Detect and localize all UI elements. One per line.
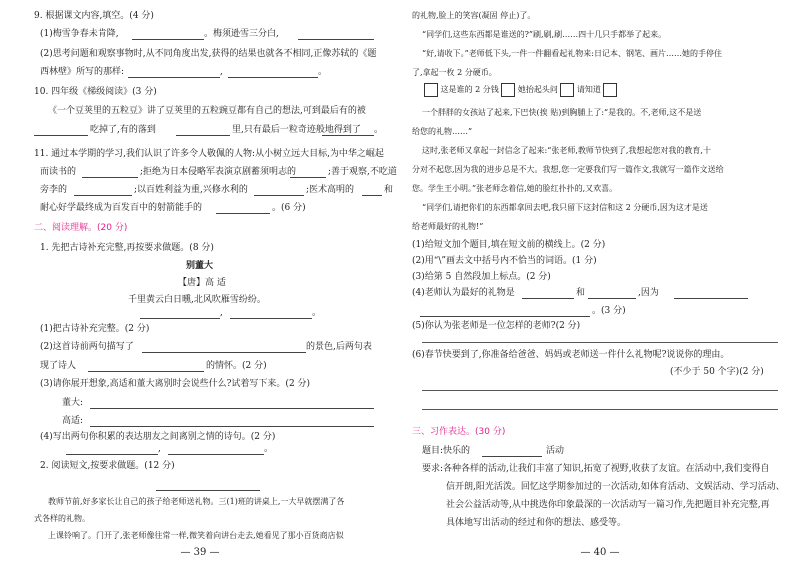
passage-s2: “同学们,这些东西都是谁送的?”刷,刷,刷……四十几只手都举了起来。 — [422, 30, 667, 39]
poem-line1: 千里黄云白日曛,北风吹雁雪纷纷。 — [128, 295, 266, 305]
writing-req3: 社会公益活动等,从中挑选你印象最深的一次活动写一篇习作,先把题目补充完整,再 — [446, 500, 770, 510]
passage-s10: 您。学生王小明。”张老师念着信,她的脸红扑扑的,又欢喜。 — [412, 184, 618, 193]
blank[interactable] — [140, 318, 220, 319]
q11-line3b: ;以百姓利益为重,兴修水利的 — [134, 185, 248, 195]
punct-box[interactable] — [501, 83, 515, 97]
q11-line2c: ;善于观察,不吃道 — [328, 167, 397, 177]
reading2-q4b: 和 — [576, 288, 586, 298]
writing-topic-a: 题目:快乐的 — [422, 446, 471, 456]
reading1-q1: (1)把古诗补充完整。(2 分) — [40, 324, 150, 334]
blank[interactable] — [66, 454, 158, 455]
q11-line4a: 耐心好学最终成为百发百中的射箭能手的 — [40, 203, 203, 213]
blank[interactable] — [230, 318, 312, 319]
blank[interactable] — [588, 298, 636, 299]
passage-s5c: 请知道 — [576, 85, 601, 94]
q11-line4b: 。(6 分) — [272, 203, 306, 213]
reading2-q6-note: (不少于 50 个字)(2 分) — [670, 367, 764, 377]
passage-s9: 分对不起您,因为我的进步总是不大。我想,您一定要我们写一篇作文,我就写一篇作文送给 — [412, 165, 724, 174]
q9-line1b: 。梅须逊雪三分白, — [204, 29, 279, 39]
passage-s11: “同学们,请把你们的东西都拿回去吧,我只留下这封信和这 2 分硬币,因为这才是送 — [422, 203, 708, 212]
q9-line2: (2)思考问题和观察事物时,从不同角度出发,获得的结果也就各不相同,正像苏轼的《题 — [40, 49, 377, 59]
comma: , — [158, 444, 161, 454]
blank[interactable] — [34, 135, 88, 136]
period: 。 — [264, 444, 274, 454]
q9-line1: (1)梅雪争春未肯降, — [40, 29, 119, 39]
answer-line[interactable] — [422, 342, 778, 343]
punct-box[interactable] — [560, 83, 574, 97]
passage-s8: 这时,张老师又拿起一封信念了起来:“张老师,教师节快到了,我想起您对我的教育,十 — [422, 146, 711, 155]
poem-title: 别董大 — [186, 261, 214, 271]
reading2-q3: (3)给第 5 自然段加上标点。(2 分) — [412, 272, 551, 282]
punct-box[interactable] — [603, 83, 617, 97]
q9-line3c: 。 — [318, 67, 328, 77]
blank[interactable] — [176, 135, 230, 136]
gaoshi-label: 高适: — [62, 416, 84, 426]
blank[interactable] — [88, 371, 204, 372]
writing-req1: 要求:各种各样的活动,让我们丰富了知识,拓宽了视野,收获了友谊。在活动中,我们变得自 — [422, 464, 770, 474]
reading1-q2c: 现了诗人 — [40, 361, 77, 371]
writing-req4: 具体地写出活动的经过和你的想法、感受等。 — [446, 518, 627, 528]
reading1-q2a: (2)这首诗前两句描写了 — [40, 342, 134, 352]
passage-p2: 式各样的礼物。 — [34, 514, 90, 523]
punctuation-line — [424, 83, 617, 97]
blank[interactable] — [132, 39, 204, 40]
q9-heading: 9. 根据课文内容,填空。(4 分) — [34, 11, 154, 21]
q11-line2a: 而读书的 — [40, 167, 77, 177]
reading2-q6: (6)春节快要到了,你准备给爸爸、妈妈或老师送一件什么礼物呢?说说你的理由。 — [412, 350, 730, 360]
q10-line2a: 吃掉了,有的落到 — [90, 125, 156, 135]
page-number-left: — 39 — — [180, 547, 220, 558]
punct-box[interactable] — [424, 83, 438, 97]
blank[interactable] — [420, 316, 590, 317]
blank[interactable] — [228, 77, 318, 78]
dongda-label: 董大: — [62, 398, 84, 408]
q11-line1: 11. 通过本学期的学习,我们认识了许多令人敬佩的人物:从小树立远大目标,为中华之崛起 — [34, 149, 384, 159]
q11-line2b: ;拒绝为日本侵略军表演京剧蓄须明志的 — [140, 167, 297, 177]
answer-line[interactable] — [90, 408, 374, 409]
reading2-q4c: ,因为 — [638, 288, 659, 298]
section-writing-heading: 三、习作表达。(30 分) — [412, 427, 506, 437]
reading2-q5: (5)你认为张老师是一位怎样的老师?(2 分) — [412, 321, 581, 331]
passage-s1: 的礼物,脸上的笑容(凝固 停止)了。 — [412, 11, 536, 20]
reading2-q1: (1)给短文加个题目,填在短文前的横线上。(2 分) — [412, 240, 606, 250]
answer-line[interactable] — [90, 426, 374, 427]
reading1-q4: (4)写出两句你积累的表达朋友之间离别之情的诗句。(2 分) — [40, 432, 276, 442]
q10-heading: 10. 四年级《梯级阅读》(3 分) — [34, 87, 157, 97]
passage-s5a: 这是谁的 2 分钱 — [440, 85, 499, 94]
reading2-q4d: 。(3 分) — [592, 306, 626, 316]
passage-s5b: 她抬起头问 — [517, 85, 558, 94]
blank[interactable] — [322, 135, 374, 136]
q10-line2b: 里,只有最后一粒奇迹般地得到了 — [232, 125, 361, 135]
blank[interactable] — [362, 195, 382, 196]
reading2-heading: 2. 阅读短文,按要求做题。(12 分) — [40, 461, 175, 471]
q10-line1: 《一个豆荚里的五粒豆》讲了豆荚里的五粒豌豆都有自己的想法,可到最后有的被 — [48, 106, 366, 116]
blank[interactable] — [168, 454, 264, 455]
blank[interactable] — [216, 213, 270, 214]
blank[interactable] — [674, 298, 748, 299]
blank[interactable] — [128, 77, 220, 78]
blank[interactable] — [522, 298, 574, 299]
blank[interactable] — [82, 177, 138, 178]
blank[interactable] — [298, 39, 374, 40]
q9-line3b: , — [220, 67, 223, 77]
blank[interactable] — [74, 195, 132, 196]
answer-line[interactable] — [422, 409, 778, 410]
passage-s4: 了,拿起一枚 2 分硬币。 — [412, 68, 497, 77]
passage-s3: “好,请收下。”老师低下头,一件一件翻看起礼物来:日记本、钢笔、画片……她的手停住 — [422, 49, 722, 58]
blank[interactable] — [142, 352, 306, 353]
passage-s12: 给老师最好的礼物!” — [412, 222, 484, 231]
title-blank[interactable] — [156, 490, 260, 491]
page-number-right: — 40 — — [580, 547, 620, 558]
reading1-q2d: 的情怀。(2 分) — [206, 361, 267, 371]
blank[interactable] — [290, 177, 326, 178]
reading1-q3: (3)请你展开想象,高适和董大离别时会说些什么?试着写下来。(2 分) — [40, 379, 311, 389]
reading2-q4a: (4)老师认为最好的礼物是 — [412, 288, 515, 298]
passage-s7: 给您的礼物……” — [412, 127, 473, 136]
q11-line3a: 旁李的 — [40, 185, 68, 195]
topic-blank[interactable] — [482, 456, 542, 457]
passage-p1: 教师节前,好多家长让自己的孩子给老师送礼物。三(1)班的讲桌上,一大早就摆满了各 — [48, 497, 345, 506]
poem-author: 【唐】高 适 — [178, 278, 226, 288]
reading1-heading: 1. 先把古诗补充完整,再按要求做题。(8 分) — [40, 243, 214, 253]
passage-p3: 上课铃响了。门开了,张老师像往常一样,微笑着向讲台走去,她看见了那小百货商店似 — [48, 531, 344, 540]
period: 。 — [312, 308, 322, 318]
q10-line2c: 。 — [374, 125, 384, 135]
right-page — [400, 0, 800, 576]
answer-line[interactable] — [422, 390, 778, 391]
reading1-q2b: 的景色,后两句表 — [306, 342, 372, 352]
writing-topic-b: 活动 — [546, 446, 565, 456]
reading2-q2: (2)用“\”画去文中括号内不恰当的词语。(1 分) — [412, 256, 597, 266]
comma: , — [220, 308, 223, 318]
passage-s6: 一个胖胖的女孩站了起来,下巴快(挨 贴)到胸脯上了:“是我的。不,老师,这不是送 — [422, 108, 702, 117]
q9-line3: 西林壁》所写的那样: — [40, 67, 125, 77]
q11-line3d: 和 — [384, 185, 394, 195]
blank[interactable] — [254, 195, 304, 196]
q11-line3c: ;医术高明的 — [306, 185, 355, 195]
writing-req2: 信开朗,阳光活泼。回忆这学期参加过的一次活动,如体育活动、文娱活动、学习活动、 — [446, 482, 785, 492]
section-reading-heading: 二、阅读理解。(20 分) — [34, 223, 128, 233]
